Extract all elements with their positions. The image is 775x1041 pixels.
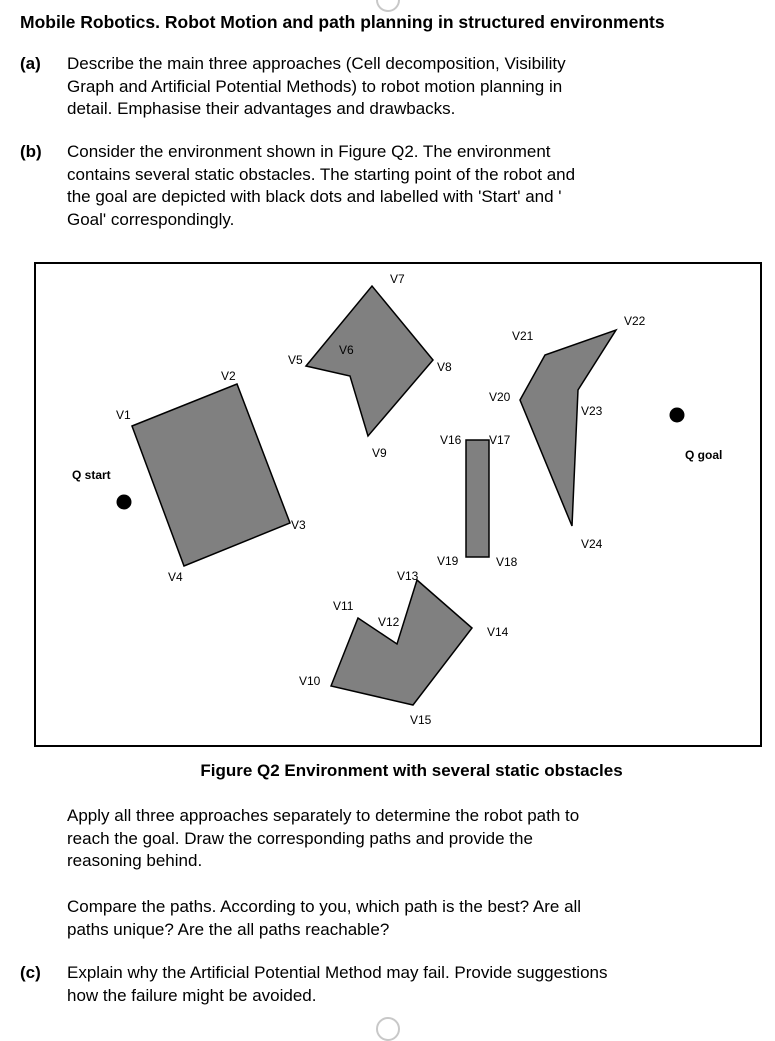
- part-a-line: Describe the main three approaches (Cell decomposition, Visibility: [67, 54, 566, 73]
- vertex-label-v16: V16: [440, 433, 462, 447]
- page-title: Mobile Robotics. Robot Motion and path planning in structured environments: [20, 12, 665, 32]
- part-b-text: [67, 141, 707, 231]
- environment-diagram: [36, 264, 760, 745]
- part-b-line: the goal are depicted with black dots and labelled with 'Start' and ': [67, 187, 562, 206]
- vertex-label-v19: V19: [437, 554, 459, 568]
- goal-point: [670, 408, 685, 423]
- page-decoration-ring: [376, 0, 400, 12]
- part-b-label: (b): [20, 142, 42, 161]
- part-b-line: Goal' correspondingly.: [67, 209, 235, 229]
- vertex-label-v14: V14: [487, 625, 509, 639]
- part-b-compare-text: [67, 896, 707, 941]
- vertex-label-v8: V8: [437, 360, 452, 374]
- part-a-label: (a): [20, 54, 41, 73]
- page-decoration-ring: [376, 1017, 400, 1041]
- part-b-compare-line: paths unique? Are the all paths reachable?: [67, 919, 390, 939]
- part-b-line: Consider the environment shown in Figure Q2. The environment: [67, 142, 551, 161]
- obstacle-rectangle-v1-v4: [132, 384, 290, 566]
- part-b-apply-line: reasoning behind.: [67, 851, 203, 870]
- goal-label: Q goal: [685, 448, 723, 462]
- start-point: [117, 495, 132, 510]
- vertex-label-v15: V15: [410, 713, 432, 727]
- part-b-apply-line: Apply all three approaches separately to determine the robot path to: [67, 806, 580, 825]
- obstacle-boomerang-v20-v24: [520, 330, 616, 526]
- figure-caption: Figure Q2 Environment with several static obstacles: [200, 761, 623, 780]
- vertex-label-v4: V4: [168, 570, 183, 584]
- part-b-compare-line: Compare the paths. According to you, which path is the best? Are all: [67, 897, 582, 916]
- vertex-label-v17: V17: [489, 433, 511, 447]
- vertex-label-v20: V20: [489, 390, 511, 404]
- start-label: Q start: [72, 468, 111, 482]
- vertex-label-v3: V3: [291, 518, 306, 532]
- vertex-label-v1: V1: [116, 408, 131, 422]
- vertex-label-v10: V10: [299, 674, 321, 688]
- figure-q2-environment: [34, 262, 762, 747]
- vertex-label-v11: V11: [333, 599, 354, 613]
- part-b-line: contains several static obstacles. The starting point of the robot and: [67, 164, 576, 184]
- obstacle-bar-v16-v19: [466, 440, 489, 557]
- vertex-label-v22: V22: [624, 314, 646, 328]
- part-c-line: Explain why the Artificial Potential Method may fail. Provide suggestions: [67, 963, 608, 982]
- part-b-apply-line: reach the goal. Draw the corresponding paths and provide the: [67, 828, 533, 848]
- part-a-line: Graph and Artificial Potential Methods) to robot motion planning in: [67, 76, 563, 96]
- part-b-apply-text: [67, 805, 707, 873]
- part-c-label: (c): [20, 963, 41, 982]
- obstacle-chevron-v5-v9: [306, 286, 433, 436]
- part-a-line: detail. Emphasise their advantages and drawbacks.: [67, 99, 456, 118]
- vertex-label-v23: V23: [581, 404, 603, 418]
- part-a-text: [67, 53, 707, 121]
- vertex-label-v12: V12: [378, 615, 400, 629]
- vertex-label-v6: V6: [339, 343, 354, 357]
- vertex-label-v21: V21: [512, 329, 534, 343]
- vertex-label-v9: V9: [372, 446, 387, 460]
- part-c-line: how the failure might be avoided.: [67, 985, 317, 1005]
- vertex-label-v5: V5: [288, 353, 303, 367]
- vertex-label-v2: V2: [221, 369, 236, 383]
- part-c-text: [67, 962, 757, 1007]
- vertex-label-v7: V7: [390, 272, 405, 286]
- vertex-label-v24: V24: [581, 537, 603, 551]
- vertex-label-v13: V13: [397, 569, 419, 583]
- vertex-label-v18: V18: [496, 555, 518, 569]
